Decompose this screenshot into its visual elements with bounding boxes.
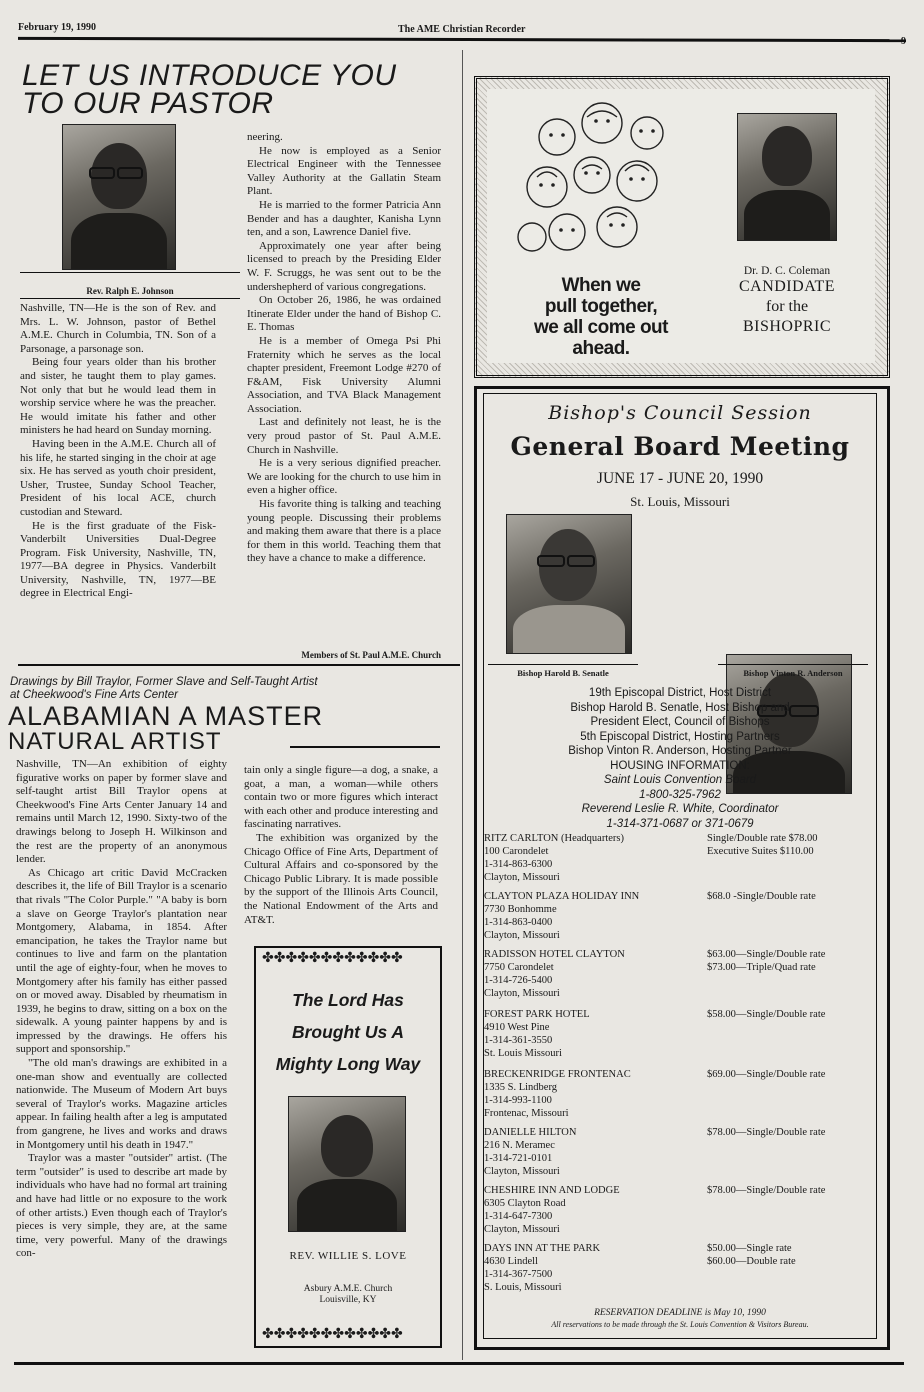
coleman-for-the: for the (765, 298, 809, 315)
pastor-paragraph: He is a very serious dignified preacher. We are looking for the church to use him in even a higher office. (247, 457, 441, 497)
caption-rule-bottom (20, 298, 240, 299)
pastor-paragraph: Nashville, TN—He is the son of Rev. and Mrs. L. W. Johnson, pastor of Bethel A.M.E. Church in Columbia, TN. Son of a Parsonage, a parsonage son. (20, 302, 216, 355)
host-line: President Elect, Council of Bishops (590, 716, 770, 728)
slogan-line2: pull together, (544, 296, 658, 317)
artist-col2 (244, 764, 438, 927)
artist-kicker-line2: at Cheekwood's Fine Arts Center (10, 689, 178, 701)
council-location: St. Louis, Missouri (630, 494, 730, 509)
hotel-phone: 1-314-367-7500 (484, 1269, 553, 1280)
hotel-city: Clayton, Missouri (484, 1166, 560, 1177)
hotel-phone: 1-314-726-5400 (484, 975, 553, 986)
photo-figure-body (744, 190, 830, 241)
council-ad-inner (483, 393, 877, 1339)
pastor-headline-line2: TO OUR PASTOR (22, 87, 274, 120)
hotel-city: Clayton, Missouri (484, 1224, 560, 1235)
section-divider (18, 664, 460, 666)
council-ad (474, 386, 890, 1350)
hotel-rate: $68.0 -Single/Double rate (707, 891, 816, 902)
coleman-name: Dr. D. C. Coleman (743, 265, 831, 277)
artist-kicker (10, 676, 450, 702)
crowd-faces-drawing-icon (507, 97, 687, 267)
caption-rule (718, 664, 868, 665)
pastor-paragraph: He now is employed as a Senior Electrical Engineer with the Tennessee Valley Authority at the Gallatin Steam Plant. (247, 144, 441, 198)
hotel-rate: $78.00—Single/Double rate (707, 1127, 826, 1138)
hotel-phone: 1-314-361-3550 (484, 1035, 553, 1046)
coleman-ad-inner (487, 89, 875, 363)
headline-rule (290, 746, 440, 748)
hotel-city: S. Louis, Missouri (484, 1282, 562, 1293)
photo-figure-body (513, 605, 625, 654)
artist-paragraph: Traylor was a master "outsider" artist. (The term "outsider" is used to describe art made by individuals who have had no formal art training and have had little or no exposure to the work of other artists.) Even though each of Traylor's pieces is very simple, they are, at the same time, very powerful. Many of the drawings con- (16, 1152, 227, 1260)
pastor-col2 (247, 131, 441, 566)
deadline-note: All reservations to be made through the St. Louis Convention & Visitors Bureau. (551, 1320, 809, 1329)
hotel-list (484, 832, 876, 1292)
hotel-name: CHESHIRE INN AND LODGE (484, 1185, 620, 1196)
host-line: Bishop Vinton R. Anderson, Hosting Partner (568, 745, 792, 757)
hotel-name: DAYS INN AT THE PARK (484, 1243, 601, 1254)
photo-figure-body (297, 1179, 397, 1232)
hotel-address: 100 Carondelet (484, 846, 549, 857)
pastor-paragraph: On October 26, 1986, he was ordained Itinerate Elder under the hand of Bishop C. E. Thomas (247, 294, 441, 334)
pastor-paragraph: Having been in the A.M.E. Church all of his life, he started singing in the choir at age six. He has served as youth choir president, Usher, Trustee, Sunday School Teacher, President of his local ACE, church custodian and Steward. (20, 437, 216, 518)
love-name: REV. WILLIE S. LOVE (289, 1250, 407, 1262)
love-church-info (260, 1284, 436, 1306)
hotel-phone: 1-314-993-1100 (484, 1095, 552, 1106)
council-script-title: Bishop's Council Session (548, 402, 812, 424)
hotel-city: Clayton, Missouri (484, 930, 560, 941)
pastor-signoff: Members of St. Paul A.M.E. Church (301, 650, 441, 660)
council-dates: JUNE 17 - JUNE 20, 1990 (596, 470, 764, 487)
caption-rule (488, 664, 638, 665)
photo-glasses-right (117, 167, 143, 179)
paper-name: The AME Christian Recorder (398, 24, 526, 35)
housing-line: 1-314-371-0687 or 371-0679 (606, 817, 754, 830)
pastor-paragraph: neering. (247, 131, 283, 143)
artist-paragraph: The exhibition was organized by the Chicago Office of Fine Arts, Department of Cultural Affairs and co-sponsored by the Chicago Public Library. It is made possible by the support of the Illinois Arts Council, the National Endowment of the Arts and AT&T. (244, 831, 438, 926)
love-city: Louisville, KY (319, 1295, 377, 1305)
coleman-candidate: CANDIDATE (738, 278, 836, 295)
council-gothic-title: General Board Meeting (510, 432, 850, 461)
pastor-paragraph: Last and definitely not least, he is the very proud pastor of St. Paul A.M.E. Church in Nashville. (247, 416, 441, 456)
photo-figure-body (71, 213, 167, 270)
hotel-city: Clayton, Missouri (484, 988, 560, 999)
love-church: Asbury A.M.E. Church (303, 1284, 393, 1294)
artist-headline-line2: NATURAL ARTIST (8, 728, 222, 755)
pastor-paragraph: Being four years older than his brother and sister, he taught them to play games. Not only that but he would lead them in worship service where he was the preacher. He would imitate his father and other ministers he had heard on Sunday morning. (20, 356, 216, 437)
hotel-rate: Single/Double rate $78.00 (707, 833, 818, 844)
pastor-paragraph: He is a member of Omega Psi Phi Fraternity which he serves as the local chapter president, Freemont Lodge #270 of F&AM, Fisk University Alumni Association, and TVA Black Management Association. (247, 334, 441, 415)
slogan-line1: When we (561, 275, 641, 296)
artist-col1 (16, 758, 227, 1261)
hotel-rate: $69.00—Single/Double rate (707, 1069, 826, 1080)
hotel-city: St. Louis Missouri (484, 1048, 562, 1059)
host-line: 19th Episcopal District, Host District (588, 687, 772, 699)
hotel-name: RADISSON HOTEL CLAYTON (484, 949, 625, 960)
pastor-headline-line1: LET US INTRODUCE YOU (22, 59, 397, 92)
photo-figure-head (321, 1115, 373, 1177)
hotel-address: 7730 Bonhomme (484, 904, 557, 915)
pastor-photo (62, 124, 176, 270)
hotel-phone: 1-314-863-6300 (484, 859, 553, 870)
hotel-phone: 1-314-721-0101 (484, 1153, 553, 1164)
pastor-paragraph: He is married to the former Patricia Ann Bender and has a daughter, Kanisha Lynn ten, and a son, Lawrence Daniel five. (247, 198, 441, 239)
pastor-col1 (20, 302, 216, 601)
photo-glasses-right (567, 555, 595, 567)
ornament-border-top: ✤✤✤✤✤✤✤✤✤✤✤✤ (262, 951, 403, 966)
artist-paragraph: As Chicago art critic David McCracken describes it, the life of Bill Traylor is a scenario that rivals "The Color Purple." "A baby is born a slave on George Traylor's plantation near Montgomery, Alabama, in 1854. After emancipation, he takes the Traylor name but continues to live and farm on the plantation until the age of eighty-four, when he moves to Montgomery after his family has either passed on or moved away. Disabled by rheumatism in 1939, he begins to draw, sitting on a box on the sidewalk. A young painter happens by and is impressed by the drawings. He offers his support and sponsorship." (16, 866, 227, 1056)
housing-line: 1-800-325-7962 (639, 788, 721, 801)
artist-paragraph: "The old man's drawings are exhibited in a one-man show and eventually are collected nationwide. The Museum of Modern Art buys several of Traylor's works. Magazine articles appear. In failing health after a leg is amputated from gangrene, he lives and works and draws in Montgomery until his death in 1947." (16, 1057, 227, 1151)
love-title-line3: Mighty Long Way (275, 1054, 421, 1074)
hotel-name: FOREST PARK HOTEL (484, 1009, 590, 1020)
issue-date: February 19, 1990 (18, 22, 97, 33)
hotel-address: 4630 Lindell (484, 1256, 538, 1267)
love-tribute-box (254, 946, 442, 1348)
housing-line: Saint Louis Convention Board (603, 774, 757, 786)
photo-figure-head (762, 126, 812, 186)
artist-kicker-line1: Drawings by Bill Traylor, Former Slave and Self-Taught Artist (10, 676, 318, 688)
pastor-photo-caption: Rev. Ralph E. Johnson (86, 286, 174, 296)
coleman-candidacy (717, 265, 857, 337)
senatle-caption: Bishop Harold B. Senatle (517, 668, 609, 678)
host-line: 5th Episcopal District, Hosting Partners (580, 730, 780, 743)
ornament-border-bottom: ✤✤✤✤✤✤✤✤✤✤✤✤ (262, 1327, 403, 1342)
slogan-line3: we all come out (534, 317, 668, 338)
love-photo (288, 1096, 406, 1232)
deadline-line: RESERVATION DEADLINE is May 10, 1990 (594, 1308, 766, 1318)
housing-line: Reverend Leslie R. White, Coordinator (581, 803, 779, 815)
housing-title: HOUSING INFORMATION: (610, 759, 750, 772)
pastor-paragraph: He is the first graduate of the Fisk-Vanderbilt Universities Dual-Degree Program. Fisk University, Nashville, TN, 1977—BA degree in Physics. Vanderbilt University, Nashville, TN, 1977—BE degree in Electrical Engi- (20, 519, 216, 600)
photo-glasses-left (537, 555, 565, 567)
hotel-rate: $60.00—Double rate (707, 1256, 796, 1267)
coleman-ad (474, 76, 890, 378)
coleman-photo (737, 113, 837, 241)
hotel-name: CLAYTON PLAZA HOLIDAY INN (484, 891, 640, 902)
pastor-paragraph: Approximately one year after being licensed to preach by the Presiding Elder W. F. Scruggs, he was sent out to be the undershepherd of various congregations. (247, 239, 441, 293)
artist-paragraph: Nashville, TN—An exhibition of eighty figurative works on paper by former slave and self-taught artist Bill Traylor opens at Cheekwood's Fine Arts Center January 14 and remains until March 12, 1990. Sixty-two of the drawings belong to Joseph H. Wilkinson and the rest are the property of an anonymous lender. (16, 758, 227, 866)
hotel-phone: 1-314-863-0400 (484, 917, 553, 928)
council-host-info (484, 686, 876, 831)
photo-glasses-left (89, 167, 115, 179)
hotel-rate: $78.00—Single/Double rate (707, 1185, 826, 1196)
hotel-address: 216 N. Meramec (484, 1140, 555, 1151)
hotel-rate: $63.00—Single/Double rate (707, 949, 826, 960)
hotel-rate: $73.00—Triple/Quad rate (707, 962, 816, 973)
love-title-line2: Brought Us A (291, 1022, 405, 1042)
pastor-headline (22, 59, 442, 120)
hotel-address: 1335 S. Lindberg (484, 1082, 558, 1093)
hotel-address: 4910 West Pine (484, 1022, 550, 1033)
hotel-rate: $50.00—Single rate (707, 1243, 792, 1254)
host-line: Bishop Harold B. Senatle, Host Bishop and (570, 701, 790, 714)
hotel-rate: $58.00—Single/Double rate (707, 1009, 826, 1020)
artist-headline-line1: ALABAMIAN A MASTER (8, 701, 324, 731)
column-rule (462, 50, 463, 1360)
love-tribute-title (260, 984, 436, 1080)
hotel-address: 7750 Carondelet (484, 962, 554, 973)
coleman-slogan (511, 275, 691, 359)
reservation-deadline (484, 1308, 876, 1330)
artist-headline-line2-wrap (8, 729, 448, 755)
hotel-name: DANIELLE HILTON (484, 1127, 577, 1138)
hotel-city: Frontenac, Missouri (484, 1108, 569, 1119)
hotel-address: 6305 Clayton Road (484, 1198, 566, 1209)
coleman-bishopric: BISHOPRIC (742, 318, 832, 335)
hotel-phone: 1-314-647-7300 (484, 1211, 553, 1222)
caption-rule (20, 272, 240, 273)
bottom-rule (14, 1362, 904, 1365)
slogan-line4: ahead. (572, 338, 630, 359)
hotel-name: RITZ CARLTON (Headquarters) (484, 833, 624, 844)
hotel-city: Clayton, Missouri (484, 872, 560, 883)
hotel-name: BRECKENRIDGE FRONTENAC (484, 1069, 631, 1080)
anderson-caption: Bishop Vinton R. Anderson (743, 668, 843, 678)
pastor-paragraph: His favorite thing is talking and teaching young people. Discussing their problems and making them aware that there is a place for them in this world. Teaching them that they have a chance to make a difference. (247, 498, 441, 565)
senatle-photo (506, 514, 632, 654)
hotel-rate: Executive Suites $110.00 (707, 846, 814, 857)
artist-paragraph: tain only a single figure—a dog, a snake, a goat, a man, a woman—while others contain two or more figures which interact with each other and produce interesting and fascinating narratives. (244, 764, 438, 831)
love-title-line1: The Lord Has (292, 990, 404, 1010)
